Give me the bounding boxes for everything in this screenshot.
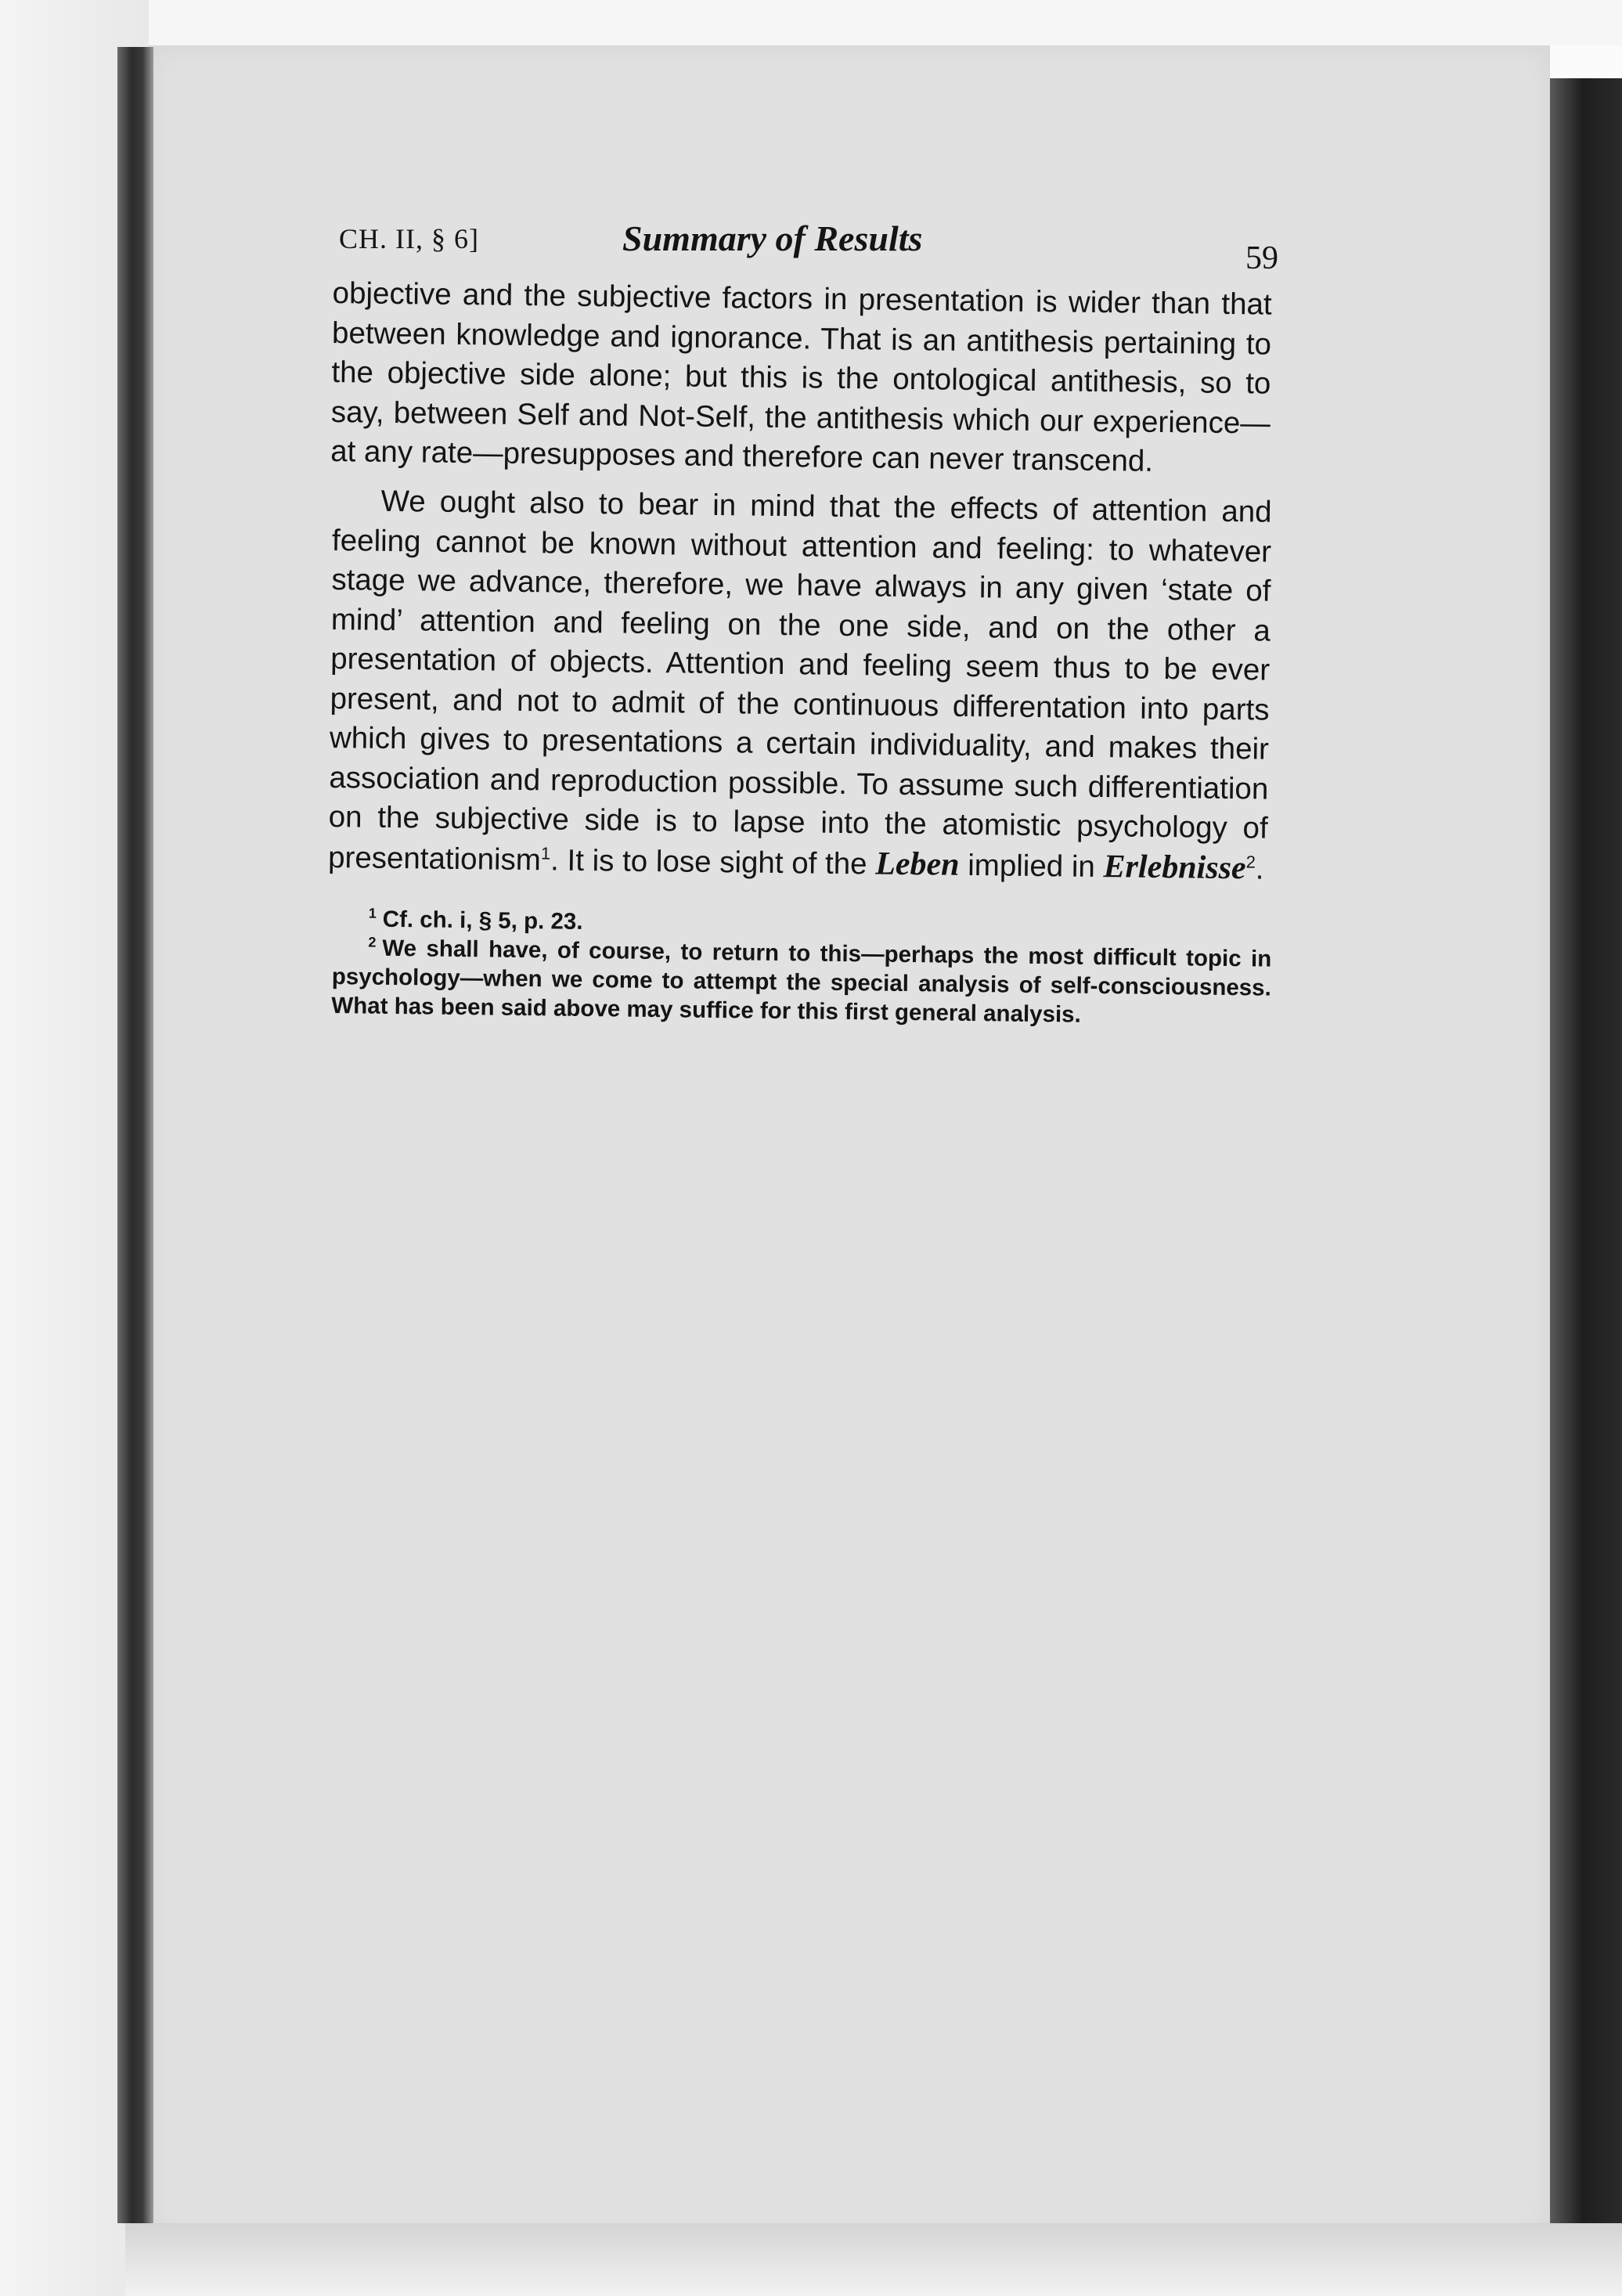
- running-title: Summary of Results: [622, 218, 923, 258]
- scan-bottom-margin: [125, 2223, 1622, 2296]
- italic-term-leben: Leben: [874, 845, 960, 882]
- footnotes: [331, 904, 1272, 1032]
- book-spine: [117, 47, 153, 2223]
- paragraph-text-segment: .: [1255, 851, 1264, 885]
- footnote-text: We shall have, of course, to return to this—perhaps the most difficult topic in psychology—when we come to attempt the special analysis of self-consciousness. What has been said above may suffice for this first general analysis.: [331, 935, 1272, 1028]
- book-cover-edge: [1550, 78, 1622, 2255]
- page-text-block: [327, 211, 1278, 1028]
- paragraph-text-segment: implied in: [959, 847, 1104, 884]
- running-head: [333, 211, 1278, 276]
- paragraph-body-text: We ought also to bear in mind that the effects of attention and feeling cannot be known without attention and feeling: to whatever stage we advance, therefore, we have always in any given ‘state of mind’ attention and feeling on the one side, and on the other a presentation of objects. Attention and feeling seem thus to be ever present, and not to admit of the continuous differentation into parts which gives to presentations a certain individuality, and makes their association and reproduction possible. To assume such differentiation on the subjective side is to lapse into the atomistic psychology of presentationism: [327, 484, 1272, 877]
- footnote-number: 1: [368, 905, 377, 921]
- footnote-ref-2: 2: [1245, 851, 1256, 871]
- paragraph-attention-feeling: [328, 481, 1272, 889]
- footnote-text: Cf. ch. i, § 5, p. 23.: [382, 906, 583, 935]
- footnote-2: [331, 932, 1271, 1031]
- chapter-reference: CH. II, § 6]: [339, 223, 479, 254]
- page-number: 59: [1245, 240, 1278, 276]
- paragraph-continued: objective and the subjective factors in presentation is wider than that between knowledge and ignorance. That is an antithesis pertaining to the objective side alone; but this is the ontological antithesis, so to say, between Self and Not-Self, the antithesis which our experience—at any rate—presupposes and therefore can never transcend.: [330, 276, 1272, 478]
- italic-term-erlebnisse: Erlebnisse: [1103, 848, 1246, 886]
- footnote-number: 2: [368, 934, 377, 950]
- paragraph-text-segment: . It is to lose sight of the: [550, 842, 876, 881]
- scan-top-margin: [149, 0, 1622, 45]
- footnote-ref-1: 1: [540, 842, 551, 863]
